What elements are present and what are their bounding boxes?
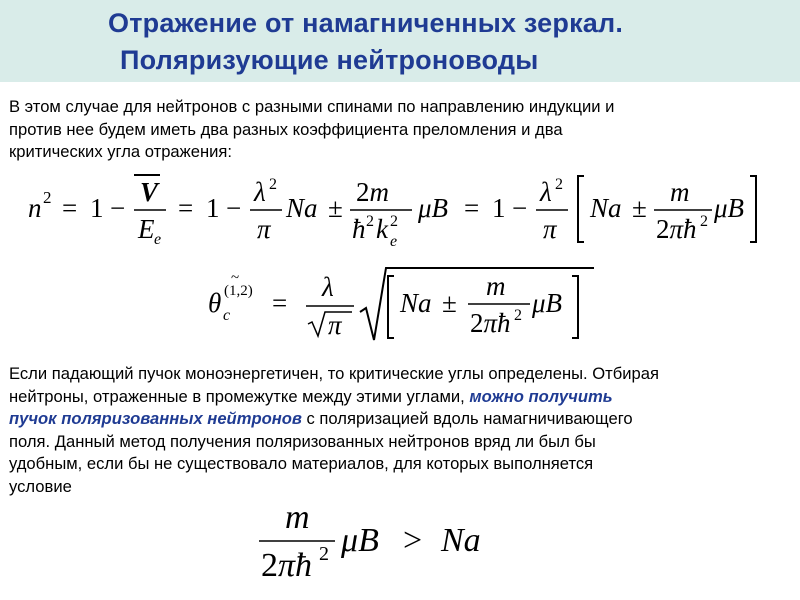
svg-text:=: = (464, 193, 480, 223)
svg-text:2: 2 (700, 213, 708, 230)
svg-text:m: m (285, 499, 310, 536)
svg-text:2: 2 (43, 188, 52, 207)
svg-text:Na: Na (590, 193, 622, 223)
intro-line-2: против нее будем иметь два разных коэффициента преломления и два (9, 119, 563, 139)
svg-text:>: > (403, 522, 423, 559)
method-line-1: Если падающий пучок моноэнергетичен, то критические углы определены. Отбирая (9, 364, 659, 383)
svg-text:λ: λ (254, 177, 266, 207)
svg-text:=: = (178, 193, 194, 223)
svg-text:π: π (543, 214, 557, 244)
svg-text:±: ± (632, 193, 647, 223)
svg-text:μB: μB (341, 522, 379, 559)
critical-angle-equation (206, 262, 606, 347)
slide-title-line-1: Отражение от намагниченных зеркал. (108, 8, 624, 38)
method-line-2 (9, 386, 659, 409)
method-line-5: удобным, если бы не существовало материалов, для которых выполняется (9, 454, 594, 473)
svg-text:±: ± (442, 288, 457, 318)
svg-text:2m: 2m (356, 177, 389, 207)
title-band (0, 0, 800, 82)
svg-text:μB: μB (714, 193, 745, 223)
svg-text:e: e (390, 233, 398, 250)
method-line-3-text: с поляризацией вдоль намагничивающего (301, 409, 633, 428)
svg-text:2πħ: 2πħ (656, 214, 697, 244)
svg-text:1: 1 (492, 193, 506, 223)
svg-text:n: n (28, 193, 42, 223)
svg-text:Na: Na (441, 522, 481, 559)
svg-text:−: − (226, 193, 242, 223)
method-line-6: условие (9, 476, 72, 496)
svg-text:c: c (223, 307, 231, 324)
svg-text:−: − (512, 193, 528, 223)
slide-title-line-2: Поляризующие нейтроноводы (120, 45, 539, 75)
svg-text:2: 2 (269, 176, 277, 193)
svg-text:λ: λ (322, 272, 334, 302)
intro-line-1: В этом случае для нейтронов с разными спинами по направлению индукции и (9, 97, 615, 116)
condition-inequality (255, 496, 515, 586)
svg-text:ħ: ħ (352, 214, 366, 244)
svg-text:2: 2 (390, 213, 398, 230)
svg-text:E: E (138, 214, 155, 244)
svg-text:=: = (272, 288, 288, 318)
method-paragraph (9, 363, 659, 498)
svg-text:2: 2 (555, 176, 563, 193)
svg-text:k: k (376, 214, 388, 244)
svg-text:2: 2 (514, 307, 522, 324)
svg-text:V: V (140, 177, 159, 207)
svg-text:λ: λ (540, 177, 552, 207)
svg-text:−: − (110, 193, 126, 223)
svg-text:2: 2 (366, 213, 374, 230)
svg-text:~: ~ (231, 270, 240, 286)
method-line-4: поля. Данный метод получения поляризованных нейтронов вряд ли был бы (9, 431, 596, 451)
svg-text:1: 1 (90, 193, 104, 223)
svg-text:1: 1 (206, 193, 220, 223)
svg-text:Na: Na (286, 193, 318, 223)
svg-text:e: e (154, 231, 162, 248)
svg-text:π: π (257, 214, 271, 244)
method-line-2-text: нейтроны, отраженные в промежутке между этими углами, (9, 386, 470, 406)
svg-text:μB: μB (532, 288, 563, 318)
svg-text:π: π (328, 310, 342, 340)
refractive-index-equation (28, 170, 768, 250)
svg-text:(1,2): (1,2) (224, 283, 253, 299)
emphasis-polarized-beam: пучок поляризованных нейтронов (9, 409, 302, 428)
emphasis-can-obtain: можно получить (469, 386, 613, 406)
intro-paragraph (9, 96, 614, 164)
svg-text:2πħ: 2πħ (261, 547, 313, 584)
svg-text:θ: θ (208, 288, 222, 318)
svg-text:2πħ: 2πħ (470, 308, 511, 338)
svg-text:Na: Na (400, 288, 432, 318)
svg-text:=: = (62, 193, 78, 223)
svg-text:m: m (670, 177, 690, 207)
intro-line-3: критических угла отражения: (9, 142, 233, 161)
svg-text:μB: μB (418, 193, 449, 223)
method-line-3 (9, 408, 659, 431)
svg-text:±: ± (328, 193, 343, 223)
svg-text:m: m (486, 271, 506, 301)
svg-text:2: 2 (319, 543, 329, 565)
